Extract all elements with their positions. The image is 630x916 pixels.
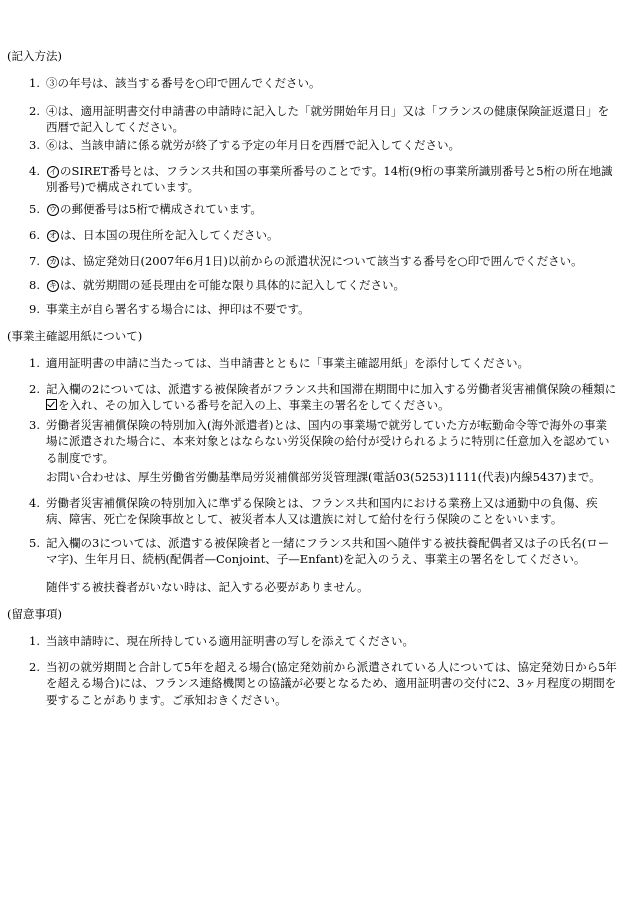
no-dependents-note: 随伴する被扶養者がいない時は、記入する必要がありません。	[46, 580, 369, 594]
item-number: 5.	[29, 536, 40, 550]
item-text: は、日本国の現住所を記入してください。	[60, 228, 279, 242]
checkbox-icon	[46, 399, 57, 410]
item-text: ⑥は、当該申請に係る就労が終了する予定の年月日を西暦で記入してください。	[46, 138, 460, 152]
section-heading-employer-form: (事業主確認用紙について)	[7, 329, 143, 343]
section-heading-entry-method: (記入方法)	[7, 49, 62, 63]
item-text: は、協定発効日(2007年6月1日)以前からの派遣状況について該当する番号を○印で囲んでください。	[60, 254, 583, 268]
item-number: 2.	[29, 104, 40, 118]
item-text: 労働者災害補償保険の特別加入(海外派遣者)とは、国内の事業場で就労していた方が転勤命令等で海外の事業場に派遣された場合に、本来対象とはならない労災保険の給付が受けられるように特別に任意加入を認めている制度です。	[46, 418, 610, 465]
item-number: 1.	[29, 634, 40, 648]
contact-note: お問い合わせは、厚生労働省労働基準局労災補償部労災管理課(電話03(5253)1111(代表)内線5437)まで。	[46, 470, 601, 484]
item-number: 3.	[29, 138, 40, 152]
item-text: 記入欄の2については、派遣する被保険者がフランス共和国滞在期間中に加入する労働者災害補償保険の種類に	[46, 382, 617, 396]
item-number: 8.	[29, 278, 40, 292]
item-number: 2.	[29, 382, 40, 396]
item-text: のSIRET番号とは、フランス共和国の事業所番号のことです。14桁(9桁の事業所識別番号と5桁の所在地識別番号)で構成されています。	[46, 164, 613, 195]
item-number: 5.	[29, 202, 40, 216]
item-text: の郵便番号は5桁で構成されています。	[60, 202, 262, 216]
item-number: 6.	[29, 228, 40, 242]
item-text-continued: を入れ、その加入している番号を記入の上、事業主の署名をしてください。	[58, 398, 450, 413]
item-number: 2.	[29, 660, 40, 674]
item-number: 7.	[29, 254, 40, 268]
circled-marker-icon: カ	[49, 257, 57, 266]
item-number: 9.	[29, 302, 40, 316]
item-text: 労働者災害補償保険の特別加入に準ずる保険とは、フランス共和国内における業務上又は通勤中の負傷、疾病、障害、死亡を保険事故として、被災者本人又は遺族に対して給付を行う保険のことをいいます。	[46, 496, 598, 527]
item-number: 4.	[29, 164, 40, 178]
circled-marker-icon: オ	[49, 231, 57, 240]
item-text: 当該申請時に、現在所持している適用証明書の写しを添えてください。	[46, 634, 414, 648]
item-text: ④は、適用証明書交付申請書の申請時に記入した「就労開始年月日」又は「フランスの健康保険証返還日」を西暦で記入してください。	[46, 104, 610, 135]
item-number: 3.	[29, 418, 40, 432]
item-number: 4.	[29, 496, 40, 510]
circled-marker-icon: イ	[49, 167, 57, 176]
circled-marker-icon: ウ	[49, 205, 57, 214]
section-heading-notes: (留意事項)	[7, 607, 62, 621]
item-text: 事業主が自ら署名する場合には、押印は不要です。	[46, 302, 310, 316]
item-text: 適用証明書の申請に当たっては、当申請書とともに「事業主確認用紙」を添付してください。	[46, 356, 529, 370]
circled-marker-icon: キ	[49, 281, 57, 290]
item-text: 記入欄の3については、派遣する被保険者と一緒にフランス共和国へ随伴する被扶養配偶者又は子の氏名(ローマ字)、生年月日、続柄(配偶者—Conjoint、子—Enfant)を記入のうえ、事業主の署名をしてください。	[46, 536, 610, 567]
item-text: は、就労期間の延長理由を可能な限り具体的に記入してください。	[60, 278, 405, 292]
item-text: 当初の就労期間と合計して5年を超える場合(協定発効前から派遣されている人については、協定発効日から5年を超える場合)には、フランス連絡機関との協議が必要となるため、適用証明書の交付に2、3ヶ月程度の期間を要することがあります。ご承知おきください。	[46, 660, 617, 707]
item-number: 1.	[29, 76, 40, 90]
item-text: ③の年号は、該当する番号を○印で囲んでください。	[46, 76, 321, 90]
item-number: 1.	[29, 356, 40, 370]
